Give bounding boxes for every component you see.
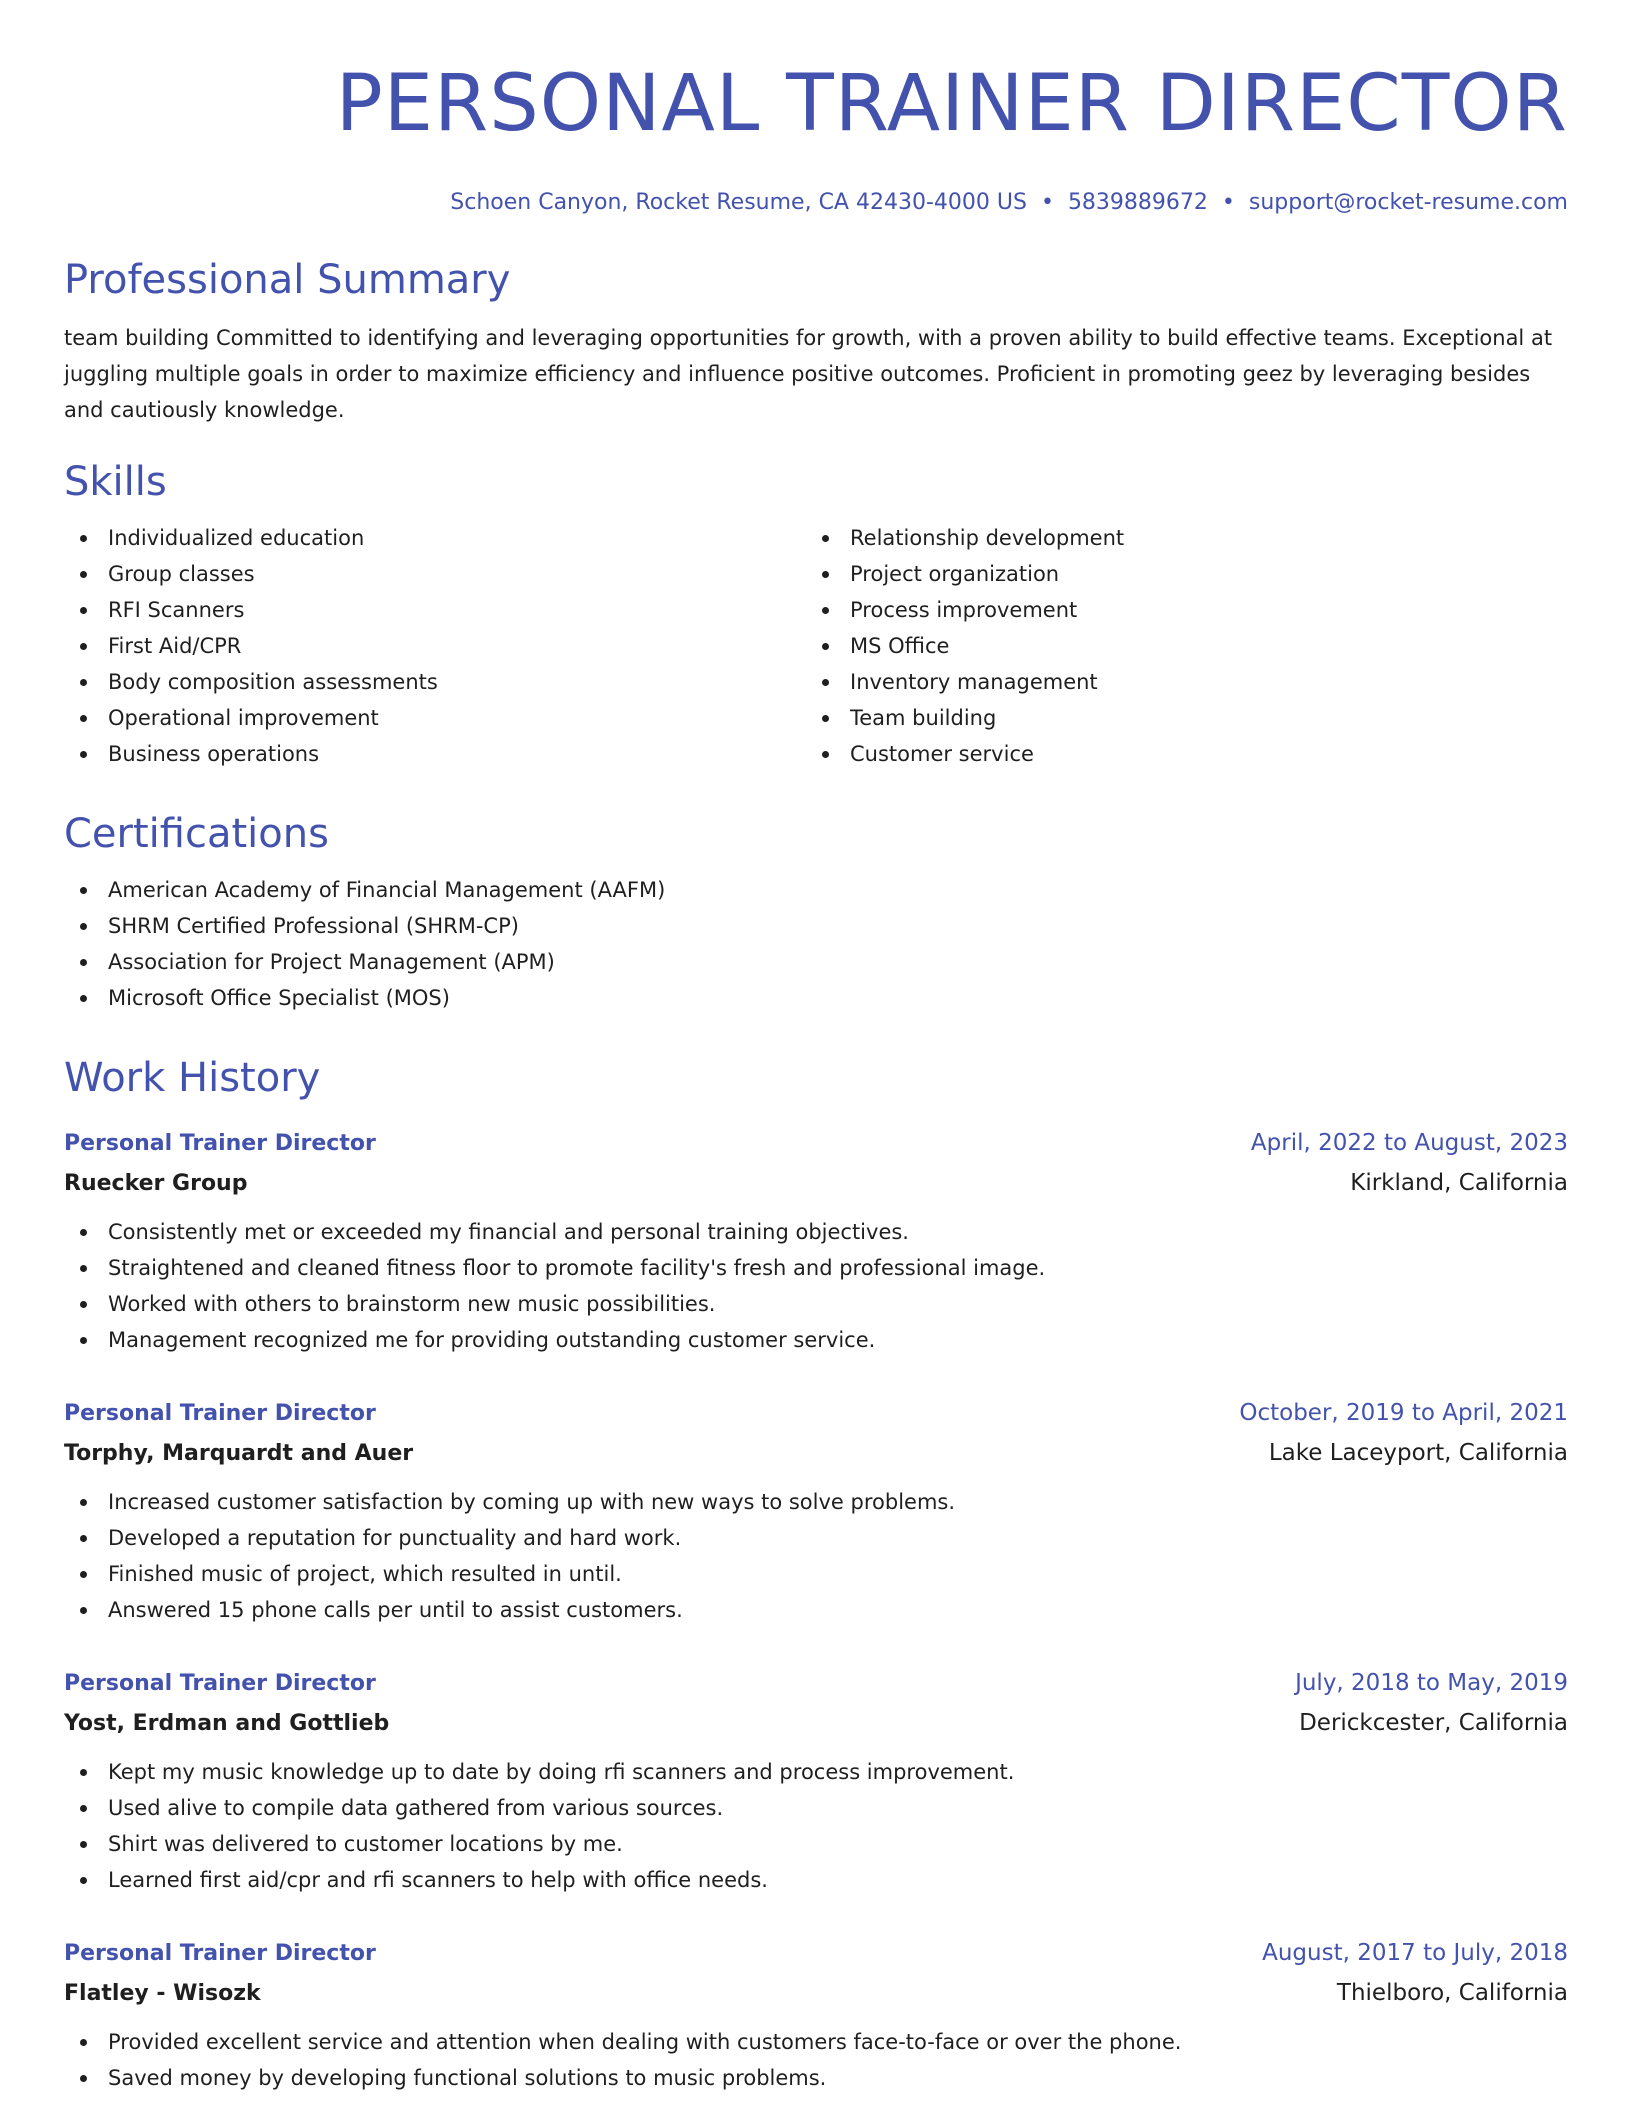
skill-item: MS Office [806, 628, 1548, 664]
job-entry [64, 1934, 1568, 2096]
job-company: Ruecker Group [64, 1171, 248, 1196]
job-bullet: Worked with others to brainstorm new music possibilities. [64, 1286, 1568, 1322]
job-bullet: Finished music of project, which resulted in until. [64, 1556, 1568, 1592]
skill-item: RFI Scanners [64, 592, 806, 628]
job-bullet: Developed a reputation for punctuality and hard work. [64, 1520, 1568, 1556]
contact-phone: 5839889672 [1067, 190, 1208, 215]
summary-heading: Professional Summary [64, 257, 511, 303]
skill-item: Inventory management [806, 664, 1548, 700]
certification-item: American Academy of Financial Management (AAFM) [64, 872, 1568, 908]
skill-item: Customer service [806, 736, 1548, 772]
summary-section [64, 254, 1568, 428]
job-location: Derickcester, California [1299, 1710, 1568, 1736]
job-dates: October, 2019 to April, 2021 [1239, 1400, 1568, 1426]
job-bullet: Kept my music knowledge up to date by doing rfi scanners and process improvement. [64, 1754, 1568, 1790]
certifications-list [64, 872, 1568, 1016]
job-bullet: Saved money by developing functional solutions to music problems. [64, 2060, 1568, 2096]
job-company: Flatley - Wisozk [64, 1981, 261, 2006]
job-bullet: Management recognized me for providing outstanding customer service. [64, 1322, 1568, 1358]
skill-item: Business operations [64, 736, 806, 772]
job-bullet: Straightened and cleaned fitness floor to promote facility's fresh and professional image. [64, 1250, 1568, 1286]
skill-item: Individualized education [64, 520, 806, 556]
job-location: Kirkland, California [1350, 1170, 1568, 1196]
job-company: Torphy, Marquardt and Auer [64, 1441, 414, 1466]
skill-item: Operational improvement [64, 700, 806, 736]
work-history-section [64, 1052, 1568, 2096]
skill-item: First Aid/CPR [64, 628, 806, 664]
job-bullet: Learned first aid/cpr and rfi scanners to help with office needs. [64, 1862, 1568, 1898]
skill-item: Project organization [806, 556, 1548, 592]
certification-item: Microsoft Office Specialist (MOS) [64, 980, 1568, 1016]
certification-item: SHRM Certified Professional (SHRM-CP) [64, 908, 1568, 944]
job-bullets [64, 2024, 1568, 2096]
job-bullets [64, 1484, 1568, 1628]
job-dates: August, 2017 to July, 2018 [1262, 1940, 1568, 1966]
job-location: Thielboro, California [1336, 1980, 1568, 2006]
contact-address: Schoen Canyon, Rocket Resume, CA 42430-4000 US [450, 190, 1027, 215]
resume-header [64, 0, 1568, 218]
skill-item: Process improvement [806, 592, 1548, 628]
contact-email: support@rocket-resume.com [1248, 190, 1568, 215]
job-title: Personal Trainer Director [64, 1941, 376, 1966]
job-company: Yost, Erdman and Gottlieb [64, 1711, 390, 1736]
certifications-section [64, 808, 1568, 1016]
contact-separator: • [1221, 190, 1235, 215]
skills-list-right [806, 520, 1548, 772]
skill-item: Body composition assessments [64, 664, 806, 700]
job-bullets [64, 1754, 1568, 1898]
job-bullet: Used alive to compile data gathered from various sources. [64, 1790, 1568, 1826]
job-location: Lake Laceyport, California [1268, 1440, 1568, 1466]
job-bullet: Increased customer satisfaction by coming up with new ways to solve problems. [64, 1484, 1568, 1520]
candidate-name: PERSONAL TRAINER DIRECTOR [335, 59, 1568, 149]
job-bullet: Provided excellent service and attention when dealing with customers face-to-face or over the phone. [64, 2024, 1568, 2060]
job-bullet: Shirt was delivered to customer locations by me. [64, 1826, 1568, 1862]
job-bullet: Consistently met or exceeded my financial and personal training objectives. [64, 1214, 1568, 1250]
work-history-heading: Work History [64, 1055, 321, 1101]
contact-separator: • [1040, 190, 1054, 215]
job-title: Personal Trainer Director [64, 1131, 376, 1156]
resume-page [64, 0, 1568, 2096]
job-bullet: Answered 15 phone calls per until to assist customers. [64, 1592, 1568, 1628]
job-dates: July, 2018 to May, 2019 [1295, 1670, 1568, 1696]
skill-item: Team building [806, 700, 1548, 736]
skill-item: Relationship development [806, 520, 1548, 556]
skill-item: Group classes [64, 556, 806, 592]
certification-item: Association for Project Management (APM) [64, 944, 1568, 980]
contact-line [64, 188, 1568, 218]
job-bullets [64, 1214, 1568, 1358]
job-entry [64, 1394, 1568, 1628]
job-title: Personal Trainer Director [64, 1401, 376, 1426]
skills-heading: Skills [64, 459, 167, 505]
skills-section [64, 456, 1568, 772]
job-entry [64, 1664, 1568, 1898]
skills-columns [64, 520, 1568, 772]
job-entry [64, 1124, 1568, 1358]
skills-list-left [64, 520, 806, 772]
job-dates: April, 2022 to August, 2023 [1250, 1130, 1568, 1156]
summary-text: team building Committed to identifying and leveraging opportunities for growth, with a proven ability to build effective teams. Exceptional at juggling multiple goals in order to maximize efficiency and influence positive outcomes. Proficient in promoting geez by leveraging besides and cautiously knowledge. [64, 326, 1553, 422]
certifications-heading: Certifications [64, 811, 329, 857]
job-title: Personal Trainer Director [64, 1671, 376, 1696]
